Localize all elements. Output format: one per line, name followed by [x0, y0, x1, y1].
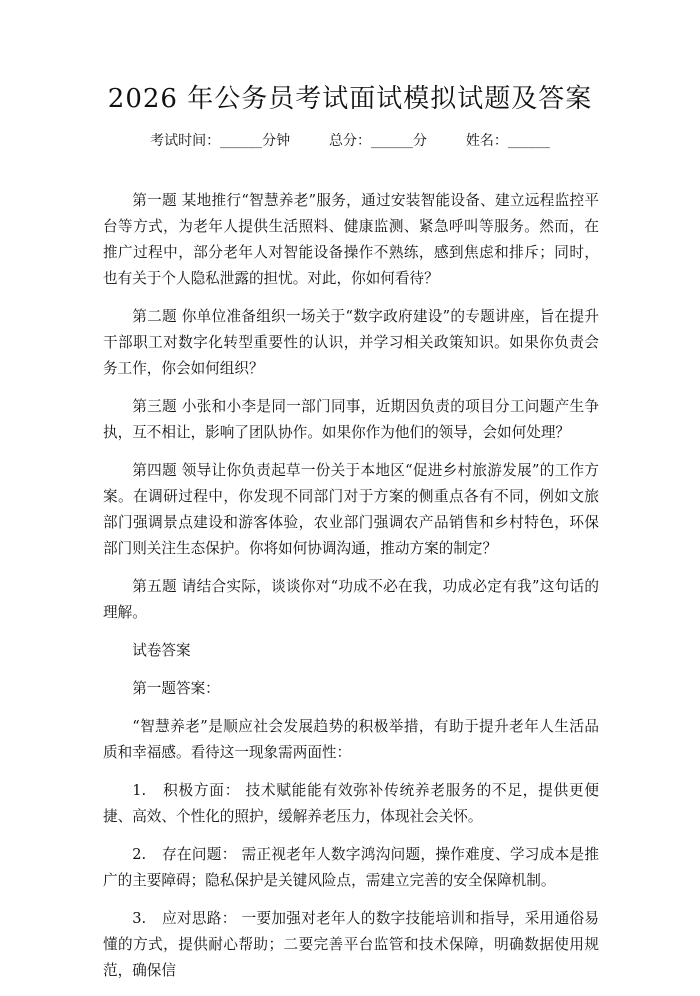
question-4: 第四题 领导让你负责起草一份关于本地区“促进乡村旅游发展”的工作方案。在调研过程中，你发现不同部门对于方案的侧重点各有不同，例如文旅部门强调景点建设和游客体验，农业部门强调农产品销售和乡村特色，环保部门则关注生态保护。你将如何协调沟通，推动方案的制定？	[103, 462, 599, 557]
point-text: 应对思路： 一要加强对老年人的数字技能培训和指导，采用通俗易懂的方式，提供耐心帮助；二要完善平台监管和技术保障，明确数据使用规范，确保信	[103, 910, 599, 979]
answer-1-heading: 第一题答案：	[132, 680, 220, 697]
name-field: 姓名：______	[465, 133, 550, 149]
exam-meta-line	[0, 131, 700, 151]
question-3: 第三题 小张和小李是同一部门同事，近期因负责的项目分工问题产生争执，互不相让，影响了团队协作。如果你作为他们的领导，会如何处理？	[103, 398, 599, 441]
question-2: 第二题 你单位准备组织一场关于“数字政府建设”的专题讲座，旨在提升干部职工对数字化转型重要性的认识，并学习相关政策知识。如果你负责会务工作，你会如何组织？	[103, 308, 599, 377]
answer-1-intro: “智慧养老”是顺应社会发展趋势的积极举措，有助于提升老年人生活品质和幸福感。看待这一现象需两面性：	[103, 718, 599, 761]
point-text: 存在问题： 需正视老年人数字鸿沟问题，操作难度、学习成本是推广的主要障碍；隐私保护是关键风险点，需建立完善的安全保障机制。	[103, 846, 599, 889]
question-5: 第五题 请结合实际，谈谈你对“功成不必在我，功成必定有我”这句话的理解。	[103, 578, 599, 621]
answer-1-point	[103, 778, 599, 830]
point-number: 3.	[132, 910, 147, 927]
answer-1-point	[103, 842, 599, 894]
answers-heading: 试卷答案	[132, 642, 191, 659]
point-number: 2.	[132, 846, 147, 863]
point-number: 1.	[132, 782, 147, 799]
exam-time-field: 考试时间：______分钟	[150, 133, 291, 149]
document-body	[103, 188, 599, 996]
answer-1-point	[103, 906, 599, 984]
document-title: 2026 年公务员考试面试模拟试题及答案	[107, 84, 593, 114]
point-text: 积极方面： 技术赋能能有效弥补传统养老服务的不足，提供更便捷、高效、个性化的照护，缓解养老压力，体现社会关怀。	[103, 782, 599, 825]
question-1: 第一题 某地推行“智慧养老”服务，通过安装智能设备、建立远程监控平台等方式，为老年人提供生活照料、健康监测、紧急呼叫等服务。然而，在推广过程中，部分老年人对智能设备操作不熟练，感到焦虑和排斥；同时，也有关于个人隐私泄露的担忧。对此，你如何看待？	[103, 192, 599, 287]
total-score-field: 总分：______分	[329, 133, 427, 149]
